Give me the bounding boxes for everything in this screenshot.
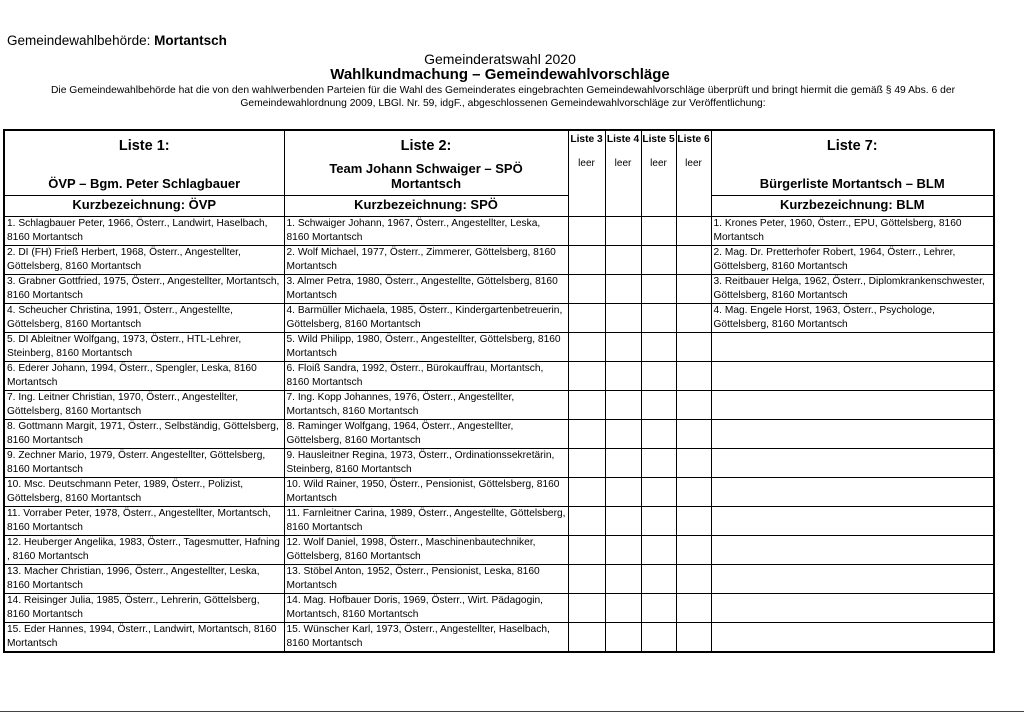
list-1-candidate: 6. Ederer Johann, 1994, Österr., Spengler, Leska, 8160 Mortantsch [4,362,284,391]
table-row [4,449,994,478]
list-7-candidate: 1. Krones Peter, 1960, Österr., EPU, Göttelsberg, 8160 Mortantsch [711,217,994,246]
table-row [4,507,994,536]
list-7-name: Bürgerliste Mortantsch – BLM [759,176,945,191]
list-3-candidate [568,565,605,594]
list-1-candidate: 8. Gottmann Margit, 1971, Österr., Selbständig, Göttelsberg, 8160 Mortantsch [4,420,284,449]
list-1-name: ÖVP – Bgm. Peter Schlagbauer [48,176,241,191]
list-6-header [676,130,711,217]
list-1-candidate: 3. Grabner Gottfried, 1975, Österr., Angestellter, Mortantsch, 8160 Mortantsch [4,275,284,304]
list-4-candidate [605,507,641,536]
list-6-candidate [676,420,711,449]
list-2-candidate: 15. Wünscher Karl, 1973, Österr., Angestellter, Haselbach, 8160 Mortantsch [284,623,568,653]
list-3-candidate [568,536,605,565]
list-2-candidate: 5. Wild Philipp, 1980, Österr., Angestellter, Göttelsberg, 8160 Mortantsch [284,333,568,362]
list-6-number: Liste 6 [677,134,710,145]
list-3-candidate [568,507,605,536]
list-7-candidate [711,362,994,391]
list-6-candidate [676,391,711,420]
list-4-status: leer [614,157,632,169]
list-3-header [568,130,605,217]
list-7-candidate [711,594,994,623]
table-row [4,594,994,623]
list-4-header [605,130,641,217]
list-2-candidate: 12. Wolf Daniel, 1998, Österr., Maschinenbautechniker, Göttelsberg, 8160 Mortantsch [284,536,568,565]
list-4-candidate [605,420,641,449]
bottom-rule [0,711,1024,712]
list-7-candidate [711,478,994,507]
list-5-candidate [641,362,676,391]
list-1-candidate: 4. Scheucher Christina, 1991, Österr., Angestellte, Göttelsberg, 8160 Mortantsch [4,304,284,333]
list-6-candidate [676,362,711,391]
list-5-status: leer [650,157,667,169]
list-3-candidate [568,362,605,391]
intro-line-1: Die Gemeindewahlbehörde hat die von den wahlwerbenden Parteien für die Wahl des Gemeinderates eingebrachten Gemeindewahlvorschläge überprüft und bringt hiermit die gemäß § 49 Abs. 6 der [51,85,955,96]
table-row [4,623,994,653]
list-5-candidate [641,536,676,565]
list-4-candidate [605,217,641,246]
list-3-candidate [568,420,605,449]
table-row [4,246,994,275]
list-5-candidate [641,333,676,362]
list-4-candidate [605,246,641,275]
list-1-candidate: 13. Macher Christian, 1996, Österr., Angestellter, Leska, 8160 Mortantsch [4,565,284,594]
list-3-candidate [568,217,605,246]
list-6-candidate [676,275,711,304]
list-2-candidate: 14. Mag. Hofbauer Doris, 1969, Österr., Wirt. Pädagogin, Mortantsch, 8160 Mortantsch [284,594,568,623]
list-2-number: Liste 2: [400,138,452,154]
list-5-candidate [641,594,676,623]
list-1-candidate: 15. Eder Hannes, 1994, Österr., Landwirt, Mortantsch, 8160 Mortantsch [4,623,284,653]
list-2-candidate: 1. Schwaiger Johann, 1967, Österr., Angestellter, Leska, 8160 Mortantsch [284,217,568,246]
table-header-row [4,130,994,217]
list-6-candidate [676,449,711,478]
list-6-candidate [676,478,711,507]
list-1-candidate: 1. Schlagbauer Peter, 1966, Österr., Landwirt, Haselbach, 8160 Mortantsch [4,217,284,246]
candidate-table [3,129,995,653]
list-4-candidate [605,478,641,507]
authority-name: Mortantsch [154,33,227,48]
list-6-status: leer [685,157,702,169]
list-5-candidate [641,507,676,536]
intro-line-2: Gemeindewahlordnung 2009, LBGl. Nr. 59, idgF., abgeschlossenen Gemeindewahlvorschläge zur Veröffentlichung: [240,98,766,109]
list-3-candidate [568,449,605,478]
list-5-header [641,130,676,217]
list-7-candidate [711,420,994,449]
list-1-candidate: 7. Ing. Leitner Christian, 1970, Österr., Angestellter, Göttelsberg, 8160 Mortantsch [4,391,284,420]
table-row [4,536,994,565]
list-2-candidate: 4. Barmüller Michaela, 1985, Österr., Kindergartenbetreuerin, Göttelsberg, 8160 Mortantsch [284,304,568,333]
table-row [4,217,994,246]
list-7-candidate [711,333,994,362]
list-2-header [284,130,568,217]
list-1-header [4,130,284,217]
list-4-candidate [605,362,641,391]
list-1-candidate: 11. Vorraber Peter, 1978, Österr., Angestellter, Mortantsch, 8160 Mortantsch [4,507,284,536]
table-row [4,304,994,333]
list-7-candidate: 4. Mag. Engele Horst, 1963, Österr., Psychologe, Göttelsberg, 8160 Mortantsch [711,304,994,333]
list-7-candidate: 3. Reitbauer Helga, 1962, Österr., Diplomkrankenschwester, Göttelsberg, 8160 Mortantsch [711,275,994,304]
list-7-header [711,130,994,217]
election-title: Gemeinderatswahl 2020 [424,51,576,67]
list-3-candidate [568,594,605,623]
list-5-candidate [641,623,676,653]
list-3-candidate [568,478,605,507]
list-1-candidate: 12. Heuberger Angelika, 1983, Österr., Tagesmutter, Hafning , 8160 Mortantsch [4,536,284,565]
list-5-candidate [641,246,676,275]
authority-label: Gemeindewahlbehörde: [7,33,151,48]
list-7-candidate [711,507,994,536]
list-2-candidate: 7. Ing. Kopp Johannes, 1976, Österr., Angestellter, Mortantsch, 8160 Mortantsch [284,391,568,420]
list-5-candidate [641,449,676,478]
list-2-candidate: 3. Almer Petra, 1980, Österr., Angestellte, Göttelsberg, 8160 Mortantsch [284,275,568,304]
list-5-candidate [641,420,676,449]
list-6-candidate [676,246,711,275]
table-row [4,391,994,420]
list-5-candidate [641,304,676,333]
list-5-candidate [641,478,676,507]
list-2-candidate: 9. Hausleitner Regina, 1973, Österr., Ordinationssekretärin, Steinberg, 8160 Mortantsch [284,449,568,478]
list-1-candidate: 10. Msc. Deutschmann Peter, 1989, Österr., Polizist, Göttelsberg, 8160 Mortantsch [4,478,284,507]
list-3-status: leer [578,157,595,169]
list-5-candidate [641,565,676,594]
list-4-number: Liste 4 [606,134,640,145]
list-4-candidate [605,623,641,653]
intro-text [8,84,998,110]
list-2-name: Team Johann Schwaiger – SPÖ Mortantsch [329,161,523,191]
list-4-candidate [605,594,641,623]
table-row [4,275,994,304]
list-1-short: Kurzbezeichnung: ÖVP [72,197,217,212]
list-1-candidate: 2. DI (FH) Frieß Herbert, 1968, Österr., Angestellter, Göttelsberg, 8160 Mortantsch [4,246,284,275]
list-2-candidate: 6. Floiß Sandra, 1992, Österr., Bürokauffrau, Mortantsch, 8160 Mortantsch [284,362,568,391]
list-1-candidate: 5. DI Ableitner Wolfgang, 1973, Österr., HTL-Lehrer, Steinberg, 8160 Mortantsch [4,333,284,362]
list-2-candidate: 13. Stöbel Anton, 1952, Österr., Pensionist, Leska, 8160 Mortantsch [284,565,568,594]
list-7-candidate [711,623,994,653]
list-2-short: Kurzbezeichnung: SPÖ [354,197,498,212]
list-5-candidate [641,217,676,246]
list-5-candidate [641,391,676,420]
list-1-number: Liste 1: [118,138,170,154]
list-1-candidate: 14. Reisinger Julia, 1985, Österr., Lehrerin, Göttelsberg, 8160 Mortantsch [4,594,284,623]
list-7-candidate [711,536,994,565]
list-6-candidate [676,304,711,333]
list-2-candidate: 8. Raminger Wolfgang, 1964, Österr., Angestellter, Göttelsberg, 8160 Mortantsch [284,420,568,449]
list-3-candidate [568,275,605,304]
list-7-candidate [711,391,994,420]
list-6-candidate [676,536,711,565]
list-7-short: Kurzbezeichnung: BLM [780,197,925,212]
list-7-candidate: 2. Mag. Dr. Pretterhofer Robert, 1964, Österr., Lehrer, Göttelsberg, 8160 Mortantsch [711,246,994,275]
list-6-candidate [676,507,711,536]
list-3-number: Liste 3 [570,134,603,145]
list-4-candidate [605,565,641,594]
list-3-candidate [568,246,605,275]
list-3-candidate [568,391,605,420]
list-7-candidate [711,565,994,594]
table-row [4,362,994,391]
list-3-candidate [568,304,605,333]
list-6-candidate [676,594,711,623]
table-row [4,333,994,362]
list-4-candidate [605,275,641,304]
list-2-candidate: 2. Wolf Michael, 1977, Österr., Zimmerer, Göttelsberg, 8160 Mortantsch [284,246,568,275]
list-7-number: Liste 7: [826,138,878,154]
list-5-number: Liste 5 [642,134,675,145]
page-heading: Wahlkundmachung – Gemeindewahlvorschläge [330,66,670,83]
list-4-candidate [605,536,641,565]
list-3-candidate [568,333,605,362]
list-5-candidate [641,275,676,304]
list-6-candidate [676,565,711,594]
table-row [4,565,994,594]
list-6-candidate [676,333,711,362]
list-6-candidate [676,623,711,653]
table-row [4,420,994,449]
list-2-candidate: 11. Farnleitner Carina, 1989, Österr., Angestellte, Göttelsberg, 8160 Mortantsch [284,507,568,536]
list-3-candidate [568,623,605,653]
list-4-candidate [605,304,641,333]
list-1-candidate: 9. Zechner Mario, 1979, Österr. Angestellter, Göttelsberg, 8160 Mortantsch [4,449,284,478]
list-2-candidate: 10. Wild Rainer, 1950, Österr., Pensionist, Göttelsberg, 8160 Mortantsch [284,478,568,507]
list-4-candidate [605,449,641,478]
list-7-candidate [711,449,994,478]
list-4-candidate [605,333,641,362]
list-6-candidate [676,217,711,246]
authority-line [7,33,227,48]
list-4-candidate [605,391,641,420]
table-row [4,478,994,507]
